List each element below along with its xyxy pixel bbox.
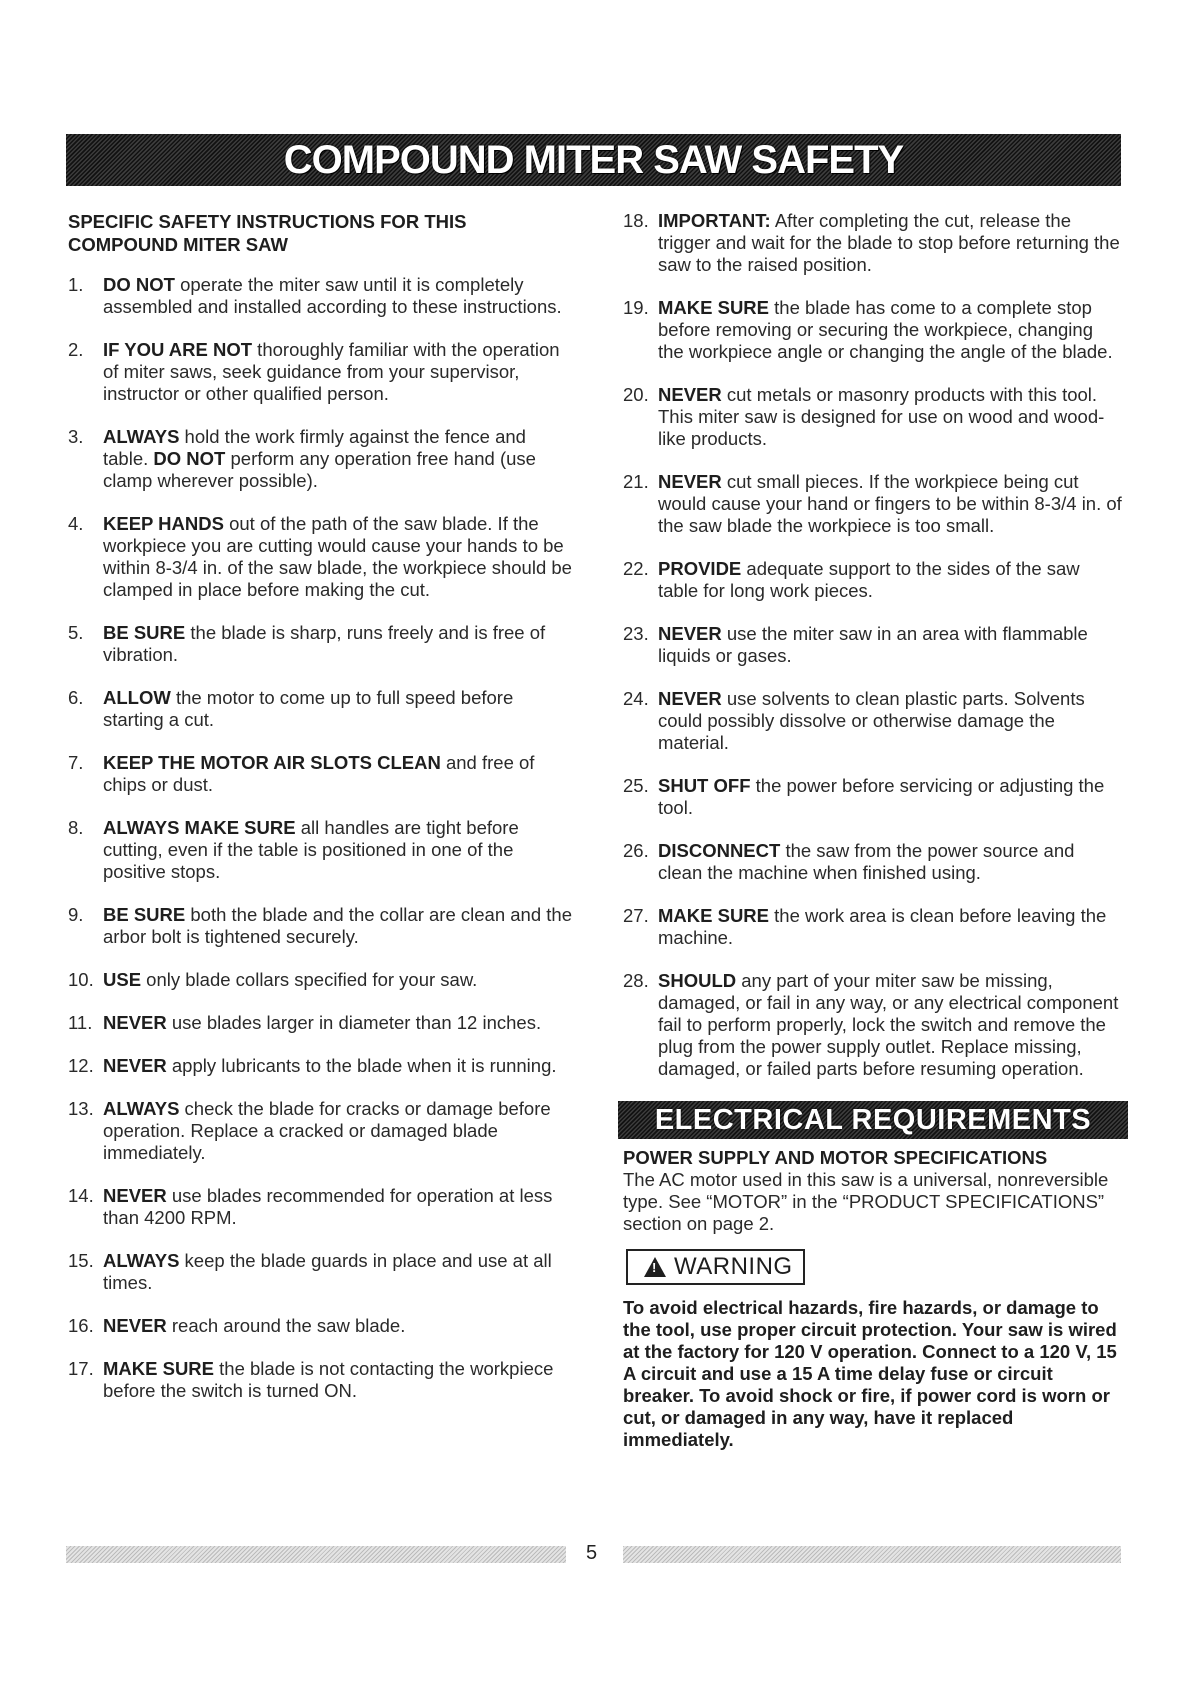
instruction-keyword: ALWAYS MAKE SURE (103, 817, 296, 838)
instruction-body: keep the blade guards in place and use at all times. (103, 1250, 552, 1293)
footer-bar-left (66, 1546, 566, 1563)
instruction-keyword: NEVER (103, 1055, 167, 1076)
instruction-body: the blade is not contacting the workpiece before the switch is turned ON. (103, 1358, 554, 1401)
instruction-number: 10. (68, 969, 94, 990)
instruction-keyword: NEVER (658, 384, 722, 405)
instruction-item (623, 210, 1123, 276)
instruction-keyword: MAKE SURE (103, 1358, 215, 1379)
instruction-item (68, 1098, 573, 1164)
instruction-number: 12. (68, 1055, 94, 1076)
instruction-text (658, 384, 1123, 450)
instruction-text (103, 1185, 573, 1229)
instruction-number: 17. (68, 1358, 94, 1379)
right-column (623, 210, 1123, 1451)
instruction-item (68, 1055, 573, 1077)
instruction-body: any part of your miter saw be missing, damaged, or fail in any way, or any electrical component fail to perform properly, lock the switch and remove the plug from the power supply outlet. Replace missing, damaged, or failed parts before resuming operation. (658, 970, 1119, 1079)
page-title: COMPOUND MITER SAW SAFETY (283, 137, 904, 182)
instruction-number: 19. (623, 297, 649, 318)
instruction-text (103, 752, 573, 796)
instruction-number: 22. (623, 558, 649, 579)
page-title-banner (66, 134, 1121, 186)
instruction-keyword: DO NOT (103, 274, 175, 295)
instruction-body: the power before servicing or adjusting the tool. (658, 775, 1105, 818)
instruction-number: 14. (68, 1185, 94, 1206)
instruction-keyword: NEVER (658, 623, 722, 644)
instruction-keyword: ALWAYS (103, 1098, 180, 1119)
instruction-text (658, 905, 1123, 949)
instruction-keyword: DO NOT (153, 448, 226, 469)
instruction-item (623, 471, 1123, 537)
instruction-item (623, 775, 1123, 819)
instruction-number: 15. (68, 1250, 94, 1271)
instruction-text (103, 426, 573, 492)
instruction-text (658, 840, 1123, 884)
instruction-text (103, 513, 573, 601)
instruction-text (103, 1055, 573, 1077)
instruction-body: and free of chips or dust. (103, 752, 535, 795)
instruction-keyword: MAKE SURE (658, 297, 770, 318)
instruction-text (103, 274, 573, 318)
instruction-item (68, 1315, 573, 1337)
instruction-text (658, 688, 1123, 754)
instruction-text (103, 1358, 573, 1402)
instruction-text (103, 969, 573, 991)
electrical-requirements-title: ELECTRICAL REQUIREMENTS (654, 1104, 1092, 1136)
page-number: 5 (586, 1542, 598, 1564)
instruction-text (103, 904, 573, 948)
instruction-number: 21. (623, 471, 649, 492)
instruction-keyword: IMPORTANT: (658, 210, 771, 231)
instruction-item (68, 1185, 573, 1229)
instruction-keyword: SHOULD (658, 970, 737, 991)
warning-text: To avoid electrical hazards, fire hazards, or damage to the tool, use proper circuit protection. Your saw is wired at the factory for 120 V operation. Connect to a 120 V, 15 A circuit and use a 15 A time delay fuse or circuit breaker. To avoid shock or fire, if power cord is worn or cut, or damaged in any way, have it replaced immediately. (623, 1297, 1117, 1450)
instruction-number: 25. (623, 775, 649, 796)
electrical-requirements-banner (618, 1101, 1128, 1139)
instruction-text (103, 1315, 573, 1337)
instruction-body: reach around the saw blade. (166, 1315, 406, 1336)
instruction-keyword: ALWAYS (103, 426, 180, 447)
instruction-text (658, 297, 1123, 363)
instruction-number: 6. (68, 687, 84, 708)
left-column (68, 210, 573, 1423)
instruction-body: check the blade for cracks or damage before operation. Replace a cracked or damaged blade immediately. (103, 1098, 551, 1163)
instruction-body: out of the path of the saw blade. If the workpiece you are cutting would cause your hands to be within 8-3/4 in. of the saw blade, the workpiece should be clamped in place before making the cut. (103, 513, 572, 600)
instruction-body: use the miter saw in an area with flammable liquids or gases. (658, 623, 1088, 666)
instruction-keyword: NEVER (103, 1315, 167, 1336)
instruction-number: 23. (623, 623, 649, 644)
instruction-keyword: KEEP HANDS (103, 513, 224, 534)
instruction-keyword: USE (103, 969, 142, 990)
instruction-text (103, 817, 573, 883)
instruction-text (103, 1250, 573, 1294)
instruction-item (68, 969, 573, 991)
instruction-body: the motor to come up to full speed before starting a cut. (103, 687, 514, 730)
instruction-body: both the blade and the collar are clean and the arbor bolt is tightened securely. (103, 904, 572, 947)
instruction-item (68, 752, 573, 796)
instruction-item (623, 297, 1123, 363)
instruction-body: operate the miter saw until it is completely assembled and installed according to these instructions. (103, 274, 562, 317)
instruction-number: 1. (68, 274, 84, 295)
instruction-item (68, 339, 573, 405)
instruction-keyword: SHUT OFF (658, 775, 751, 796)
instruction-number: 13. (68, 1098, 94, 1119)
instruction-number: 20. (623, 384, 649, 405)
instruction-number: 26. (623, 840, 649, 861)
instruction-item (68, 274, 573, 318)
power-supply-text: The AC motor used in this saw is a universal, nonreversible type. See “MOTOR” in the “PRODUCT SPECIFICATIONS” section on page 2. (623, 1169, 1109, 1234)
instruction-number: 9. (68, 904, 84, 925)
instruction-keyword: NEVER (103, 1012, 167, 1033)
instruction-item (68, 426, 573, 492)
instruction-item (623, 905, 1123, 949)
footer-bar-right (623, 1546, 1121, 1563)
instruction-keyword: BE SURE (103, 904, 186, 925)
instruction-text (658, 471, 1123, 537)
instruction-item (68, 904, 573, 948)
instruction-body: cut metals or masonry products with this tool. This miter saw is designed for use on wood and wood-like products. (658, 384, 1105, 449)
instruction-number: 4. (68, 513, 84, 534)
instruction-keyword: KEEP THE MOTOR AIR SLOTS CLEAN (103, 752, 441, 773)
instruction-keyword: NEVER (103, 1185, 167, 1206)
instruction-number: 24. (623, 688, 649, 709)
instruction-item (68, 687, 573, 731)
instruction-text (658, 775, 1123, 819)
instruction-item (68, 1250, 573, 1294)
instruction-body: all handles are tight before cutting, even if the table is positioned in one of the positive stops. (103, 817, 519, 882)
instruction-item (623, 840, 1123, 884)
instruction-keyword: DISCONNECT (658, 840, 781, 861)
instruction-body: use blades larger in diameter than 12 inches. (166, 1012, 542, 1033)
instruction-body: adequate support to the sides of the saw table for long work pieces. (658, 558, 1080, 601)
instruction-body: the blade has come to a complete stop before removing or securing the workpiece, changing the workpiece angle or changing the angle of the blade. (658, 297, 1113, 362)
section-heading: SPECIFIC SAFETY INSTRUCTIONS FOR THIS COMPOUND MITER SAW (68, 211, 467, 255)
instruction-item (623, 558, 1123, 602)
instruction-keyword: BE SURE (103, 622, 186, 643)
instruction-keyword: PROVIDE (658, 558, 742, 579)
instruction-text (658, 210, 1123, 276)
instruction-keyword: MAKE SURE (658, 905, 770, 926)
instruction-number: 8. (68, 817, 84, 838)
instruction-number: 27. (623, 905, 649, 926)
instruction-number: 7. (68, 752, 84, 773)
instruction-number: 11. (68, 1012, 93, 1033)
instruction-body: the saw from the power source and clean the machine when finished using. (658, 840, 1075, 883)
instruction-body: thoroughly familiar with the operation of miter saws, seek guidance from your supervisor, instructor or other qualified person. (103, 339, 560, 404)
instruction-keyword: ALLOW (103, 687, 171, 708)
instruction-text (658, 558, 1123, 602)
instruction-body: cut small pieces. If the workpiece being cut would cause your hand or fingers to be within 8-3/4 in. of the saw blade the workpiece is too small. (658, 471, 1122, 536)
left-instruction-list (68, 274, 573, 1402)
instruction-item (68, 1012, 573, 1034)
instruction-item (623, 623, 1123, 667)
instruction-item (68, 1358, 573, 1402)
power-supply-heading: POWER SUPPLY AND MOTOR SPECIFICATIONS (623, 1147, 1048, 1168)
instruction-text (103, 1012, 573, 1034)
instruction-keyword: IF YOU ARE NOT (103, 339, 253, 360)
instruction-item (623, 970, 1123, 1080)
warning-label-box (626, 1249, 805, 1285)
instruction-text (658, 623, 1123, 667)
instruction-body: use blades recommended for operation at less than 4200 RPM. (103, 1185, 553, 1228)
instruction-item (68, 622, 573, 666)
instruction-text (103, 622, 573, 666)
instruction-keyword: NEVER (658, 471, 722, 492)
instruction-text (103, 687, 573, 731)
instruction-number: 5. (68, 622, 84, 643)
instruction-number: 28. (623, 970, 649, 991)
instruction-body: After completing the cut, release the trigger and wait for the blade to stop before returning the saw to the raised position. (658, 210, 1120, 275)
warning-triangle-icon: ! (644, 1257, 666, 1277)
warning-label: WARNING (674, 1253, 793, 1280)
instruction-number: 3. (68, 426, 84, 447)
instruction-body: the work area is clean before leaving the machine. (658, 905, 1107, 948)
instruction-body: use solvents to clean plastic parts. Solvents could possibly dissolve or otherwise damage the material. (658, 688, 1085, 753)
instruction-keyword: NEVER (658, 688, 722, 709)
instruction-body: the blade is sharp, runs freely and is free of vibration. (103, 622, 546, 665)
instruction-item (68, 817, 573, 883)
instruction-keyword: ALWAYS (103, 1250, 180, 1271)
instruction-text (103, 1098, 573, 1164)
instruction-item (68, 513, 573, 601)
instruction-text (103, 339, 573, 405)
instruction-number: 18. (623, 210, 649, 231)
instruction-body: perform any operation free hand (use clamp wherever possible). (103, 448, 536, 491)
instruction-item (623, 384, 1123, 450)
right-instruction-list (623, 210, 1123, 1080)
instruction-body: only blade collars specified for your saw. (141, 969, 478, 990)
instruction-number: 16. (68, 1315, 94, 1336)
instruction-text (658, 970, 1123, 1080)
instruction-body: hold the work firmly against the fence and table. (103, 426, 526, 469)
instruction-item (623, 688, 1123, 754)
instruction-number: 2. (68, 339, 84, 360)
instruction-body: apply lubricants to the blade when it is running. (166, 1055, 557, 1076)
